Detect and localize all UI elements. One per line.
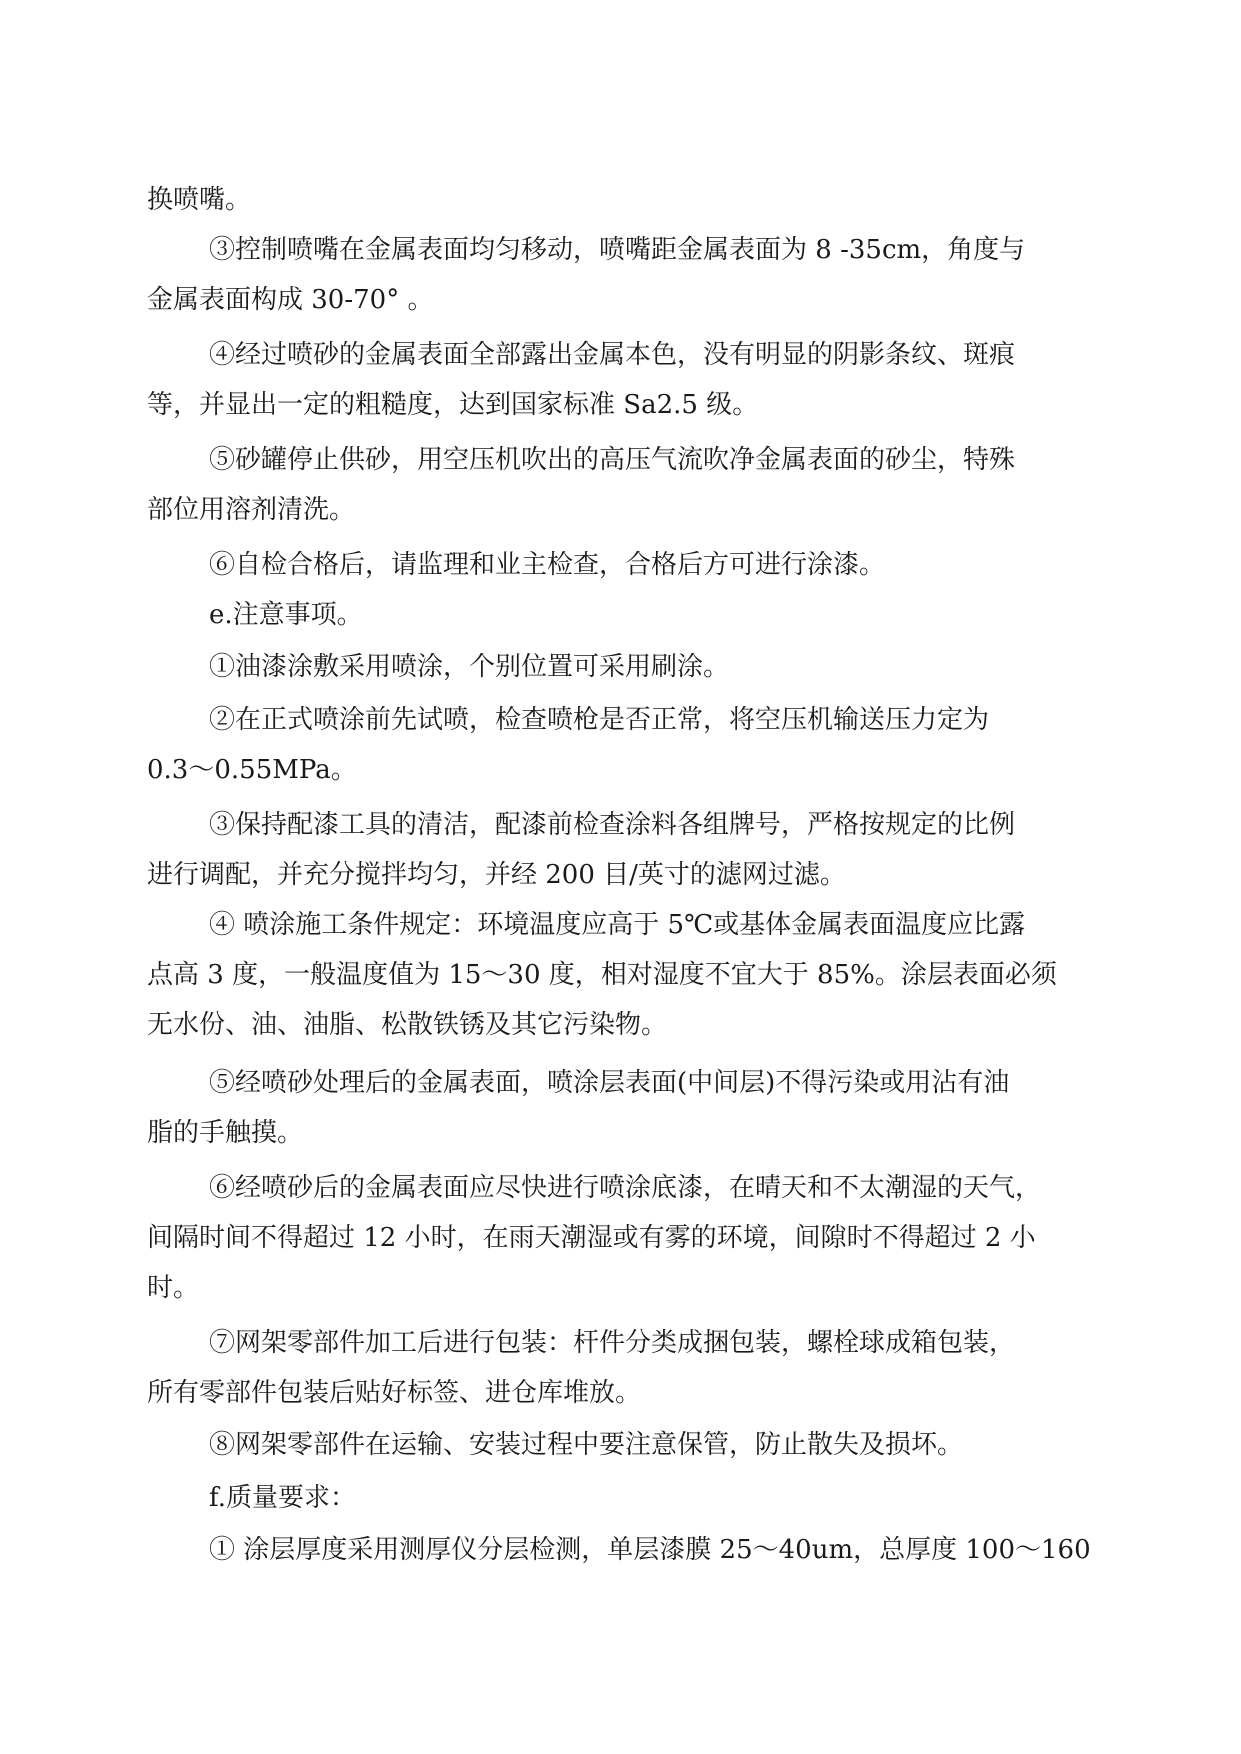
text-line: ③保持配漆工具的清洁，配漆前检查涂料各组牌号，严格按规定的比例 <box>209 810 1016 840</box>
text-line: 0.3～0.55MPa。 <box>147 755 357 785</box>
text-line: ③控制喷嘴在金属表面均匀移动，喷嘴距金属表面为 8 -35cm，角度与 <box>209 235 1026 265</box>
text-line: 脂的手触摸。 <box>147 1118 304 1148</box>
text-line: f.质量要求： <box>209 1483 356 1513</box>
text-line: ⑤砂罐停止供砂，用空压机吹出的高压气流吹净金属表面的砂尘，特殊 <box>209 445 1016 475</box>
text-line: e.注意事项。 <box>209 600 363 630</box>
text-line: ⑥自检合格后，请监理和业主检查，合格后方可进行涂漆。 <box>209 550 886 580</box>
text-line: 金属表面构成 30-70° 。 <box>147 285 434 315</box>
text-line: 进行调配，并充分搅拌均匀，并经 200 目/英寸的滤网过滤。 <box>147 860 846 890</box>
text-line: ⑤经喷砂处理后的金属表面，喷涂层表面(中间层)不得污染或用沾有油 <box>209 1068 1010 1098</box>
text-line: ④ 喷涂施工条件规定：环境温度应高于 5℃或基体金属表面温度应比露 <box>209 910 1026 940</box>
text-line: 无水份、油、油脂、松散铁锈及其它污染物。 <box>147 1010 668 1040</box>
text-line: 等，并显出一定的粗糙度，达到国家标准 Sa2.5 级。 <box>147 390 759 420</box>
text-line: ⑦网架零部件加工后进行包装：杆件分类成捆包装，螺栓球成箱包装， <box>209 1328 1016 1358</box>
text-line: 部位用溶剂清洗。 <box>147 495 356 525</box>
text-line: 点高 3 度，一般温度值为 15～30 度，相对湿度不宜大于 85%。涂层表面必须 <box>147 960 1057 990</box>
text-line: ④经过喷砂的金属表面全部露出金属本色，没有明显的阴影条纹、斑痕 <box>209 340 1016 370</box>
text-line: 时。 <box>147 1273 200 1303</box>
text-line: 换喷嘴。 <box>147 185 252 215</box>
text-line: ① 涂层厚度采用测厚仪分层检测，单层漆膜 25～40um，总厚度 100～160 <box>209 1535 1091 1565</box>
text-line: 间隔时间不得超过 12 小时，在雨天潮湿或有雾的环境，间隙时不得超过 2 小 <box>147 1223 1036 1253</box>
text-line: ⑧网架零部件在运输、安装过程中要注意保管，防止散失及损坏。 <box>209 1430 964 1460</box>
text-line: ②在正式喷涂前先试喷，检查喷枪是否正常，将空压机输送压力定为 <box>209 705 990 735</box>
text-line: ①油漆涂敷采用喷涂，个别位置可采用刷涂。 <box>209 652 730 682</box>
text-line: ⑥经喷砂后的金属表面应尽快进行喷涂底漆，在晴天和不太潮湿的天气， <box>209 1173 1042 1203</box>
text-line: 所有零部件包装后贴好标签、进仓库堆放。 <box>147 1378 642 1408</box>
